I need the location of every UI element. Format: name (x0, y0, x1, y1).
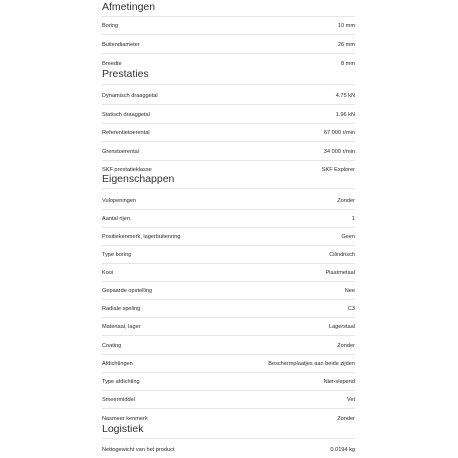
spec-value: 4.75 kN (335, 93, 355, 99)
spec-value: SKF Explorer (321, 167, 355, 173)
spec-label: Boring (102, 23, 119, 29)
spec-value: 1.96 kN (335, 112, 355, 118)
spec-row (102, 393, 355, 407)
spec-row (102, 89, 355, 103)
spec-value: Zonder (337, 416, 355, 422)
spec-row (102, 443, 355, 457)
spec-value: Niet-slepend (323, 379, 355, 385)
section-title-eigenschappen: Eigenschappen (102, 173, 175, 185)
divider (102, 141, 355, 142)
spec-value: Lagerstaal (328, 324, 355, 330)
divider (102, 84, 355, 85)
spec-label: Grenstoerental (102, 149, 140, 155)
divider (102, 317, 355, 318)
spec-row (102, 194, 355, 208)
spec-label: Positiekenmerk, lagerbuitenring (102, 234, 181, 240)
spec-row (102, 302, 355, 316)
section-title-afmetingen: Afmetingen (102, 1, 156, 13)
spec-row (102, 339, 355, 353)
divider (102, 354, 355, 355)
spec-row (102, 212, 355, 226)
spec-row (102, 126, 355, 140)
spec-row (102, 38, 355, 52)
spec-row (102, 284, 355, 298)
section-title-prestaties: Prestaties (102, 68, 149, 80)
divider (102, 209, 355, 210)
spec-label: Nettogewicht van het product (102, 447, 175, 453)
divider (102, 16, 355, 17)
spec-row (102, 145, 355, 159)
spec-row (102, 320, 355, 334)
spec-row (102, 19, 355, 33)
spec-value: Beschermplaatjes aan beide zijden (268, 361, 355, 367)
spec-value: Nee (344, 288, 355, 294)
divider (102, 335, 355, 336)
divider (102, 53, 355, 54)
divider (102, 188, 355, 189)
divider (102, 160, 355, 161)
spec-label: Dynamisch draaggetal (102, 93, 158, 99)
divider (102, 299, 355, 300)
spec-value: 10 mm (337, 23, 355, 29)
spec-label: Referentietoerental (102, 130, 150, 136)
spec-label: Gepaarde opstelling (102, 288, 153, 294)
spec-label: Type afdichting (102, 379, 140, 385)
spec-label: Type boring (102, 252, 132, 258)
spec-label: Afdichtingen (102, 361, 133, 367)
spec-value: 8 mm (341, 61, 355, 67)
spec-label: Materiaal, lager (102, 324, 141, 330)
divider (102, 227, 355, 228)
spec-label: Smeermiddel (102, 397, 135, 403)
spec-value: C3 (347, 306, 355, 312)
spec-value: 1 (351, 216, 355, 222)
spec-value: 34 000 r/min (323, 149, 355, 155)
divider (102, 281, 355, 282)
divider (102, 408, 355, 409)
spec-label: Breedte (102, 61, 122, 67)
spec-label: Nasmeer kenmerk (102, 416, 148, 422)
section-title-logistiek: Logistiek (102, 423, 144, 435)
spec-value: 67 000 r/min (323, 130, 355, 136)
spec-label: Statisch draaggetal (102, 112, 150, 118)
divider (102, 438, 355, 439)
spec-value: Cilindrisch (329, 252, 355, 258)
spec-value: Zonder (337, 198, 355, 204)
spec-value: Geen (341, 234, 355, 240)
divider (102, 123, 355, 124)
spec-label: Buitendiameter (102, 42, 140, 48)
spec-row (102, 108, 355, 122)
divider (102, 372, 355, 373)
divider (102, 390, 355, 391)
divider (102, 263, 355, 264)
spec-value: Zonder (337, 343, 355, 349)
spec-row (102, 357, 355, 371)
spec-value: Vet (346, 397, 355, 403)
spec-row (102, 266, 355, 280)
spec-label: SKF prestatieklasse (102, 167, 152, 173)
divider (102, 104, 355, 105)
spec-row (102, 375, 355, 389)
product-specifications (102, 0, 355, 458)
spec-value: Plaatmetaal (325, 270, 355, 276)
spec-label: Coating (102, 343, 122, 349)
spec-label: Radiale speling (102, 306, 141, 312)
divider (102, 245, 355, 246)
spec-label: Aantal rijen (102, 216, 130, 222)
spec-row (102, 230, 355, 244)
spec-value: 0.0194 kg (330, 447, 355, 453)
spec-label: Kooi (102, 270, 114, 276)
divider (102, 34, 355, 35)
spec-row (102, 248, 355, 262)
spec-value: 26 mm (337, 42, 355, 48)
spec-label: Vulopeningen (102, 198, 137, 204)
